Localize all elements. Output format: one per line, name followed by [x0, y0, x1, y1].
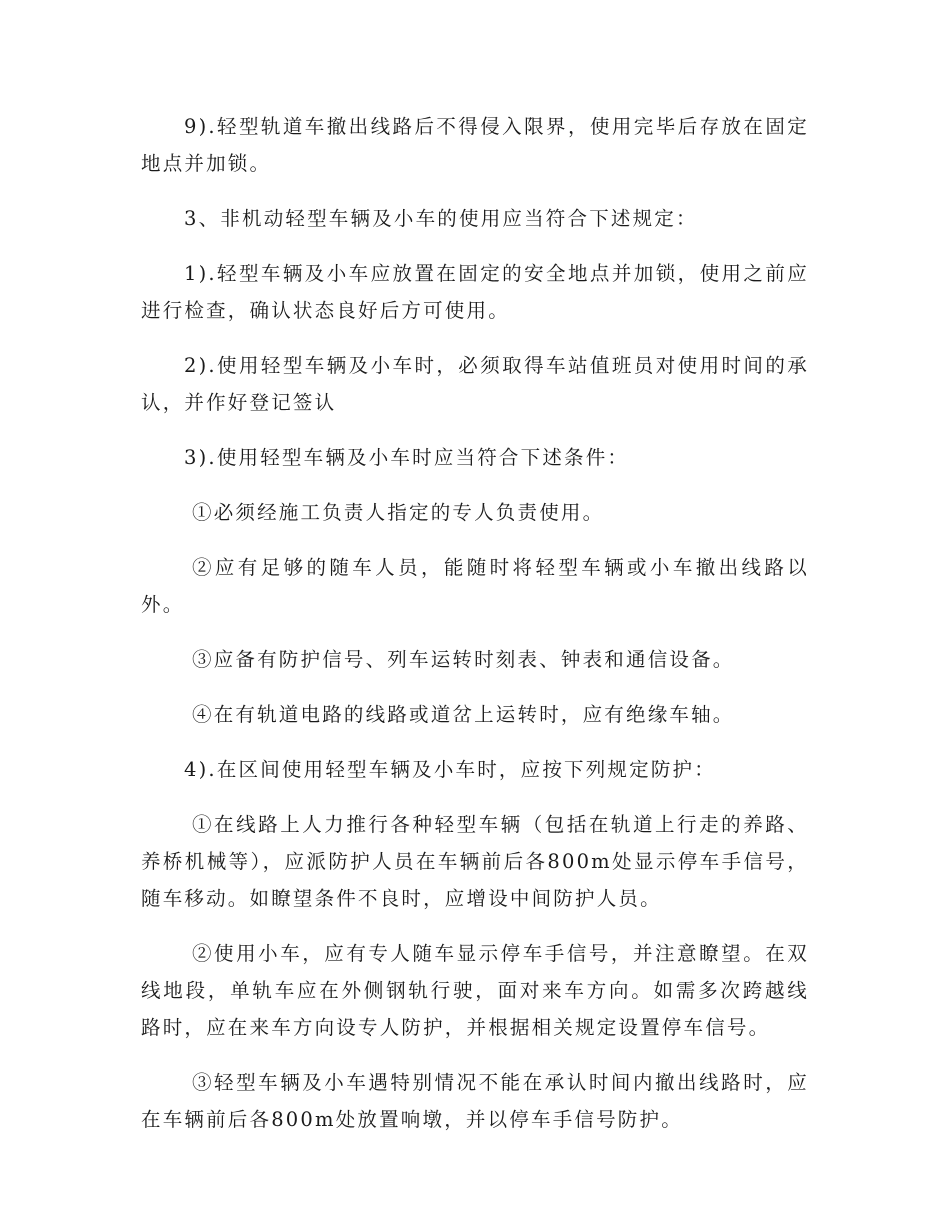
protection-item-3: ③轻型车辆及小车遇特别情况不能在承认时间内撤出线路时，应在车辆前后各800m处放置响墩，并以停车手信号防护。	[141, 1071, 809, 1131]
paragraph-item-3: 3).使用轻型车辆及小车时应当符合下述条件：	[184, 446, 630, 469]
protection-item-1: ①在线路上人力推行各种轻型车辆（包括在轨道上行走的养路、养桥机械等），应派防护人员在车辆前后各800m处显示停车手信号，随车移动。如瞭望条件不良时，应增设中间防护人员。	[141, 813, 809, 910]
paragraph-item-1: 1).轻型车辆及小车应放置在固定的安全地点并加锁，使用之前应进行检查，确认状态良好后方可使用。	[141, 262, 809, 322]
condition-item-2: ②应有足够的随车人员，能随时将轻型车辆或小车撤出线路以外。	[141, 556, 809, 616]
paragraph-item-4: 4).在区间使用轻型车辆及小车时，应按下列规定防护：	[184, 758, 716, 781]
paragraph-item-2: 2).使用轻型车辆及小车时，必须取得车站值班员对使用时间的承认，并作好登记签认	[141, 354, 809, 414]
condition-item-1: ①必须经施工负责人指定的专人负责使用。	[192, 501, 605, 524]
section-heading-3: 3、非机动轻型车辆及小车的使用应当符合下述规定：	[184, 207, 698, 230]
condition-item-3: ③应备有防护信号、列车运转时刻表、钟表和通信设备。	[192, 648, 735, 671]
paragraph-item-9: 9).轻型轨道车撤出线路后不得侵入限界，使用完毕后存放在固定地点并加锁。	[141, 115, 809, 175]
document-body	[141, 108, 809, 1156]
protection-item-2: ②使用小车，应有专人随车显示停车手信号，并注意瞭望。在双线地段，单轨车应在外侧钢轨行驶，面对来车方向。如需多次跨越线路时，应在来车方向设专人防护，并根据相关规定设置停车信号。	[141, 942, 809, 1039]
condition-item-4: ④在有轨道电路的线路或道岔上运转时，应有绝缘车轴。	[192, 703, 735, 726]
